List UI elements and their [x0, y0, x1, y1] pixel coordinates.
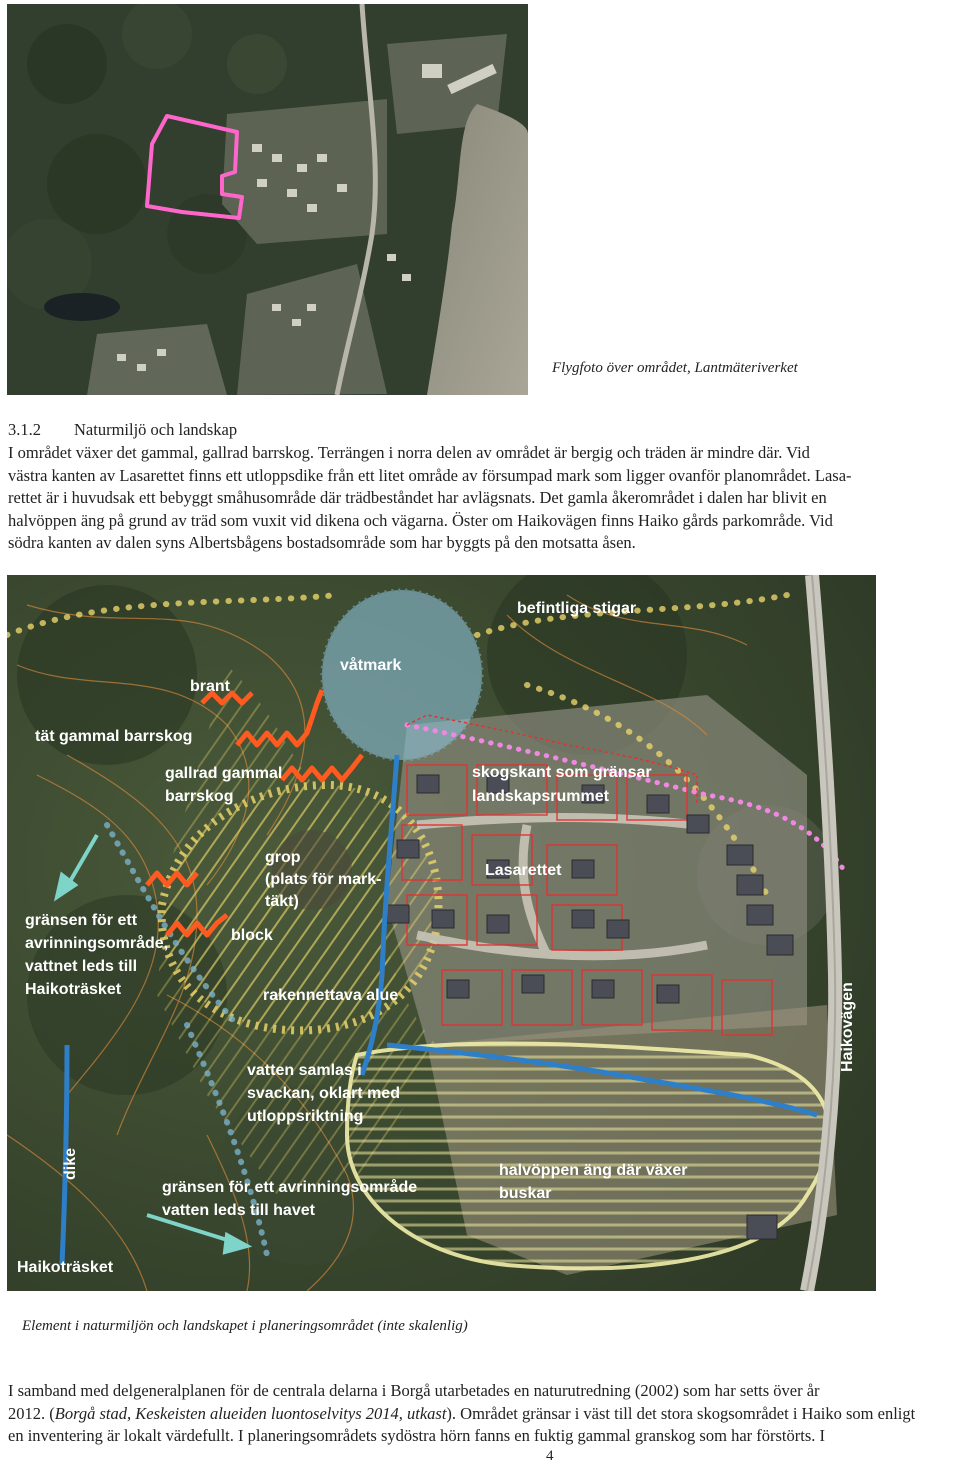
paragraph-line-with-citation [8, 1403, 958, 1426]
map-label-vatten-line2: svackan, oklart med [247, 1085, 400, 1102]
map-label-haikovagen: Haikovägen [839, 982, 856, 1072]
map-label-skogskant-line1: skogskant som gränsar [472, 764, 652, 781]
page-number: 4 [546, 1448, 554, 1464]
map-label-skogskant-line2: landskapsrummet [472, 788, 609, 805]
map-label-vatten-line3: utloppsriktning [247, 1108, 364, 1125]
map-label-gransen1-line3: vattnet leds till [25, 958, 138, 975]
paragraph-line: halvöppen äng på grund av träd som vuxit vid dikena och vägarna. Öster om Haikovägen finns Haiko gårds parkområde. Vid [8, 510, 833, 530]
map-label-grop-line3: täkt) [265, 893, 299, 910]
map-label-vatmark: våtmark [340, 657, 402, 674]
paragraph-line: södra kanten av dalen syns Albertsbågens bostadsområde som har byggts på den motsatta åsen. [8, 533, 636, 552]
paragraph-line: rettet är i huvudsak ett bebyggt småhusområde där trädbeståndet har avlägsnats. Det gamla åkerområdet i dalen har blivit en [8, 488, 827, 507]
section-number: 3.1.2 [8, 420, 41, 439]
map-label-gallrad-line2: barrskog [165, 788, 234, 805]
paragraph-text: 2012. ( [8, 1403, 55, 1423]
paragraph-text: ). Området gränsar i väst till det stora skogsområdet i Haiko som enligt [446, 1403, 916, 1423]
map-label-gransen1-line4: Haikoträsket [25, 981, 122, 998]
paragraph-line: I samband med delgeneralplanen för de centrala delarna i Borgå utarbetades en naturutredning (2002) som har setts över år [8, 1381, 820, 1400]
body-paragraph-2 [8, 1380, 958, 1448]
landscape-map-image [7, 575, 876, 1291]
aerial-photo [7, 4, 528, 395]
section-heading [8, 420, 237, 440]
map-label-tat-gammal-barrskog: tät gammal barrskog [35, 728, 193, 745]
map-label-dike: dike [62, 1147, 79, 1180]
map-label-gransen1-line1: gränsen för ett [25, 912, 138, 929]
paragraph-line: västra kanten av Lasarettet finns ett utloppsdike från ett litet område av försumpad mark som ligger ovanför planområdet. Lasa- [8, 465, 852, 485]
landscape-map [7, 575, 876, 1291]
map-label-vatten-line1: vatten samlas i [247, 1062, 362, 1079]
map-label-rakennettava-alue: rakennettava alue [263, 987, 399, 1004]
map-label-grop-line2: (plats för mark- [265, 871, 382, 888]
body-paragraph-1 [8, 442, 958, 555]
map-label-gransen1-line2: avrinningsområde, [25, 935, 169, 952]
map-label-halvoppen-line2: buskar [499, 1185, 552, 1202]
map-label-gransen2-line1: gränsen för ett avrinningsområde [162, 1179, 418, 1196]
aerial-photo-caption: Flygfoto över området, Lantmäteriverket [552, 360, 798, 376]
map-caption: Element i naturmiljön och landskapet i planeringsområdet (inte skalenlig) [22, 1318, 468, 1334]
aerial-photo-image [7, 4, 528, 395]
map-label-gransen2-line2: vatten leds till havet [162, 1202, 315, 1219]
map-label-brant: brant [190, 678, 230, 695]
citation: Borgå stad, Keskeisten alueiden luontoselvitys 2014, utkast [54, 1403, 447, 1423]
map-label-grop-line1: grop [265, 849, 301, 866]
map-label-halvoppen-line1: halvöppen äng där växer [499, 1162, 688, 1179]
map-label-haikotrasket: Haikoträsket [17, 1259, 114, 1276]
paragraph-line: I området växer det gammal, gallrad barrskog. Terrängen i norra delen av området är bergig och träden är mindre där. Vid [8, 443, 810, 462]
section-title: Naturmiljö och landskap [74, 420, 238, 439]
paragraph-line: en inventering är lokalt värdefullt. I planeringsområdets sydöstra hörn fanns en fuktig gammal granskog som har förstörts. I [8, 1426, 825, 1445]
map-label-gallrad-line1: gallrad gammal [165, 765, 283, 782]
map-label-block: block [231, 927, 273, 944]
map-label-befintliga-stigar: befintliga stigar [517, 600, 637, 617]
map-label-lasarettet: Lasarettet [485, 862, 562, 879]
